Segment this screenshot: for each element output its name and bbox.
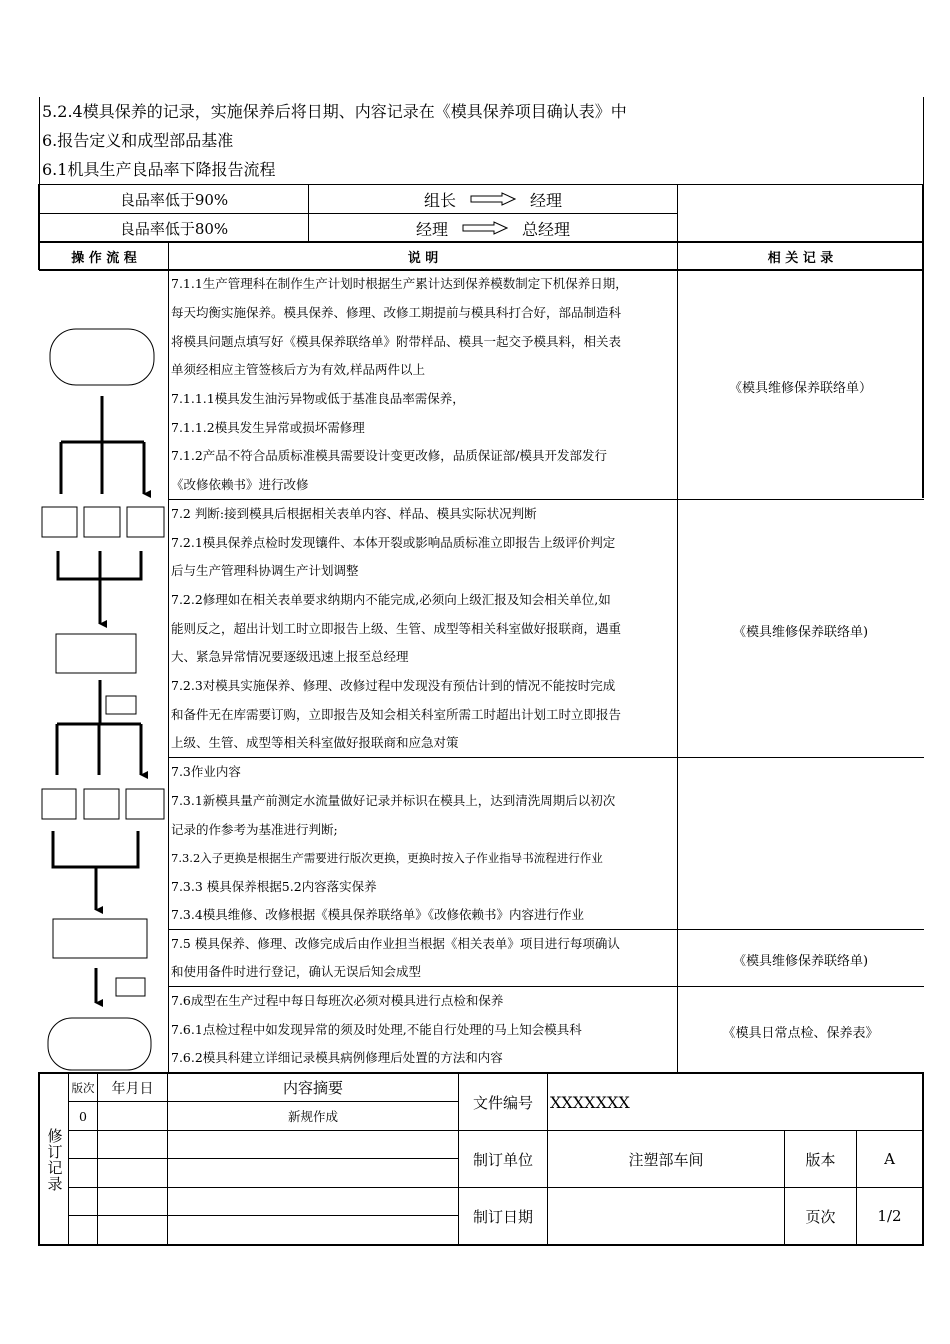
desc-line: 单须经相应主管签核后方为有效,样品两件以上 <box>171 362 425 377</box>
report-to-2: 总经理 <box>522 219 571 239</box>
report-route-2 <box>309 214 677 242</box>
report-from-2: 经理 <box>415 219 448 239</box>
desc-line: 7.3.2入子更换是根据生产需要进行版次更换，更换时按入子作业指导书流程进行作业 <box>171 851 603 865</box>
desc-line: 7.3.3 模具保养根据5.2内容落实保养 <box>171 879 377 894</box>
rule <box>38 1072 40 1246</box>
rule <box>922 1072 924 1246</box>
report-condition-2: 良品率低于80% <box>119 219 229 238</box>
desc-line: 7.1.1.1模具发生油污异物或低于基准良品率需保养， <box>171 391 465 406</box>
flow-process-1 <box>56 634 136 673</box>
desc-line: 7.2.3对模具实施保养、修理、改修过程中发现没有预估计到的情况不能按时完成 <box>171 678 616 693</box>
header-flow: 操 作 流 程 <box>71 250 137 266</box>
flow-box-e <box>84 789 119 819</box>
ver-value: A <box>884 1150 895 1168</box>
row-summary: 新规作成 <box>287 1109 338 1124</box>
ver-label: 版本 <box>805 1150 836 1169</box>
revision-label: 修订记录 <box>45 1128 64 1192</box>
doc-no-label: 文件编号 <box>472 1093 533 1112</box>
desc-line: 7.1.2产品不符合品质标准模具需要设计变更改修，品质保证部/模具开发部发行 <box>171 448 608 463</box>
doc-no: XXXXXXX <box>550 1092 630 1112</box>
desc-line: 7.3.4模具维修、改修根据《模具保养联络单》《改修依赖书》内容进行作业 <box>171 907 585 922</box>
flow-box-c <box>127 507 164 537</box>
desc-line: 7.6.2模具科建立详细记录模具病例修理后处置的方法和内容 <box>171 1050 503 1065</box>
desc-line: 7.1.1.2模具发生异常或损坏需修理 <box>171 420 365 435</box>
desc-line: 和备件无在库需要订购，立即报告及知会相关科室所需工时超出计划工时立即报告 <box>171 707 622 722</box>
rule <box>39 269 924 271</box>
desc-line: 每天均衡实施保养。模具保养、修理、改修工期提前与模具科打合好，部品制造科 <box>171 305 622 320</box>
desc-line: 记录的作参考为基准进行判断; <box>171 822 338 837</box>
flow-merge-1 <box>58 551 141 620</box>
desc-line: 和使用备件时进行登记，确认无误后知会成型 <box>171 964 422 979</box>
page-label: 页次 <box>805 1207 836 1226</box>
rule <box>69 1158 458 1159</box>
hollow-arrow-icon <box>470 192 516 206</box>
report-route-1 <box>309 185 677 213</box>
record-4: 《模具维修保养联络单) <box>732 954 869 969</box>
intro-line-3: 6.1机具生产良品率下降报告流程 <box>42 160 276 179</box>
rule <box>38 1244 924 1246</box>
rule <box>677 757 924 758</box>
row-version: 0 <box>79 1108 87 1124</box>
desc-line: 后与生产管理科协调生产计划调整 <box>171 563 359 578</box>
flow-branch-2 <box>57 680 141 772</box>
desc-line: 7.3作业内容 <box>171 764 241 779</box>
flow-merge-2 <box>53 831 138 906</box>
flow-small-box-2 <box>116 978 145 996</box>
flow-small-box-1 <box>106 696 136 714</box>
report-from-1: 组长 <box>423 190 456 210</box>
flow-branch-1 <box>61 396 144 492</box>
report-to-1: 经理 <box>530 190 563 210</box>
flow-box-d <box>42 789 76 819</box>
flow-process-2 <box>53 919 147 958</box>
col-date: 年月日 <box>111 1080 154 1097</box>
unit-label: 制订单位 <box>472 1150 533 1169</box>
record-5: 《模具日常点检、保养表》 <box>722 1026 879 1041</box>
rule <box>169 757 677 758</box>
intro-right-border <box>923 97 924 185</box>
date-label: 制订日期 <box>472 1207 533 1226</box>
flow-box-a <box>42 507 77 537</box>
flow-end-terminal <box>48 1018 151 1070</box>
desc-line: 7.6成型在生产过程中每日每班次必须对模具进行点检和保养 <box>171 993 504 1008</box>
desc-line: 7.2.2修理如在相关表单要求纳期内不能完成,必须向上级汇报及知会相关单位,如 <box>171 592 611 607</box>
record-2: 《模具维修保养联络单) <box>732 625 869 640</box>
flow-box-f <box>126 789 164 819</box>
header-record: 相 关 记 录 <box>767 250 834 266</box>
desc-line: 7.3.1新模具量产前测定水流量做好记录并标识在模具上，达到清洗周期后以初次 <box>171 793 616 808</box>
intro-line-2: 6.报告定义和成型部品基准 <box>42 131 234 150</box>
flow-start-terminal <box>50 329 154 385</box>
flow-box-b <box>84 507 120 537</box>
desc-line: 能则反之，超出计划工时立即报告上级、生管、成型等相关科室做好报联商，遇重 <box>171 621 622 636</box>
header-desc: 说 明 <box>407 250 439 266</box>
desc-line: 《改修依赖书》进行改修 <box>171 477 309 492</box>
rule <box>169 499 924 500</box>
intro-left-border <box>39 97 40 185</box>
rule <box>69 1215 458 1216</box>
hollow-arrow-icon <box>462 221 508 235</box>
desc-line: 将模具问题点填写好《模具保养联络单》附带样品、模具一起交予模具料，相关表 <box>171 334 622 349</box>
record-1: 《模具维修保养联络单） <box>728 381 872 396</box>
col-summary: 内容摘要 <box>282 1079 343 1097</box>
rule <box>169 929 924 930</box>
desc-line: 上级、生管、成型等相关科室做好报联商和应急对策 <box>171 735 459 750</box>
report-condition-1: 良品率低于90% <box>119 190 229 209</box>
rule <box>677 184 678 241</box>
desc-line: 7.6.1点检过程中如发现异常的须及时处理,不能自行处理的马上知会模具科 <box>171 1022 582 1037</box>
desc-line: 7.5 模具保养、修理、改修完成后由作业担当根据《相关表单》项目进行每项确认 <box>171 936 620 951</box>
page-value: 1/2 <box>877 1207 902 1225</box>
flowchart <box>39 270 169 1074</box>
desc-line: 7.2.1模具保养点检时发现镶件、本体开裂或影响品质标准立即报告上级评价判定 <box>171 535 616 550</box>
desc-line: 7.1.1生产管理科在制作生产计划时根据生产累计达到保养模数制定下机保养日期， <box>171 276 628 291</box>
intro-line-1: 5.2.4模具保养的记录，实施保养后将日期、内容记录在《模具保养项目确认表》中 <box>42 102 627 121</box>
unit-value: 注塑部车间 <box>628 1150 704 1169</box>
desc-line: 7.2 判断:接到模具后根据相关表单内容、样品、模具实际状况判断 <box>171 506 537 521</box>
desc-line: 大、紧急异常情况要逐级迅速上报至总经理 <box>171 649 409 664</box>
rule <box>169 986 924 987</box>
col-version: 版次 <box>71 1080 95 1095</box>
